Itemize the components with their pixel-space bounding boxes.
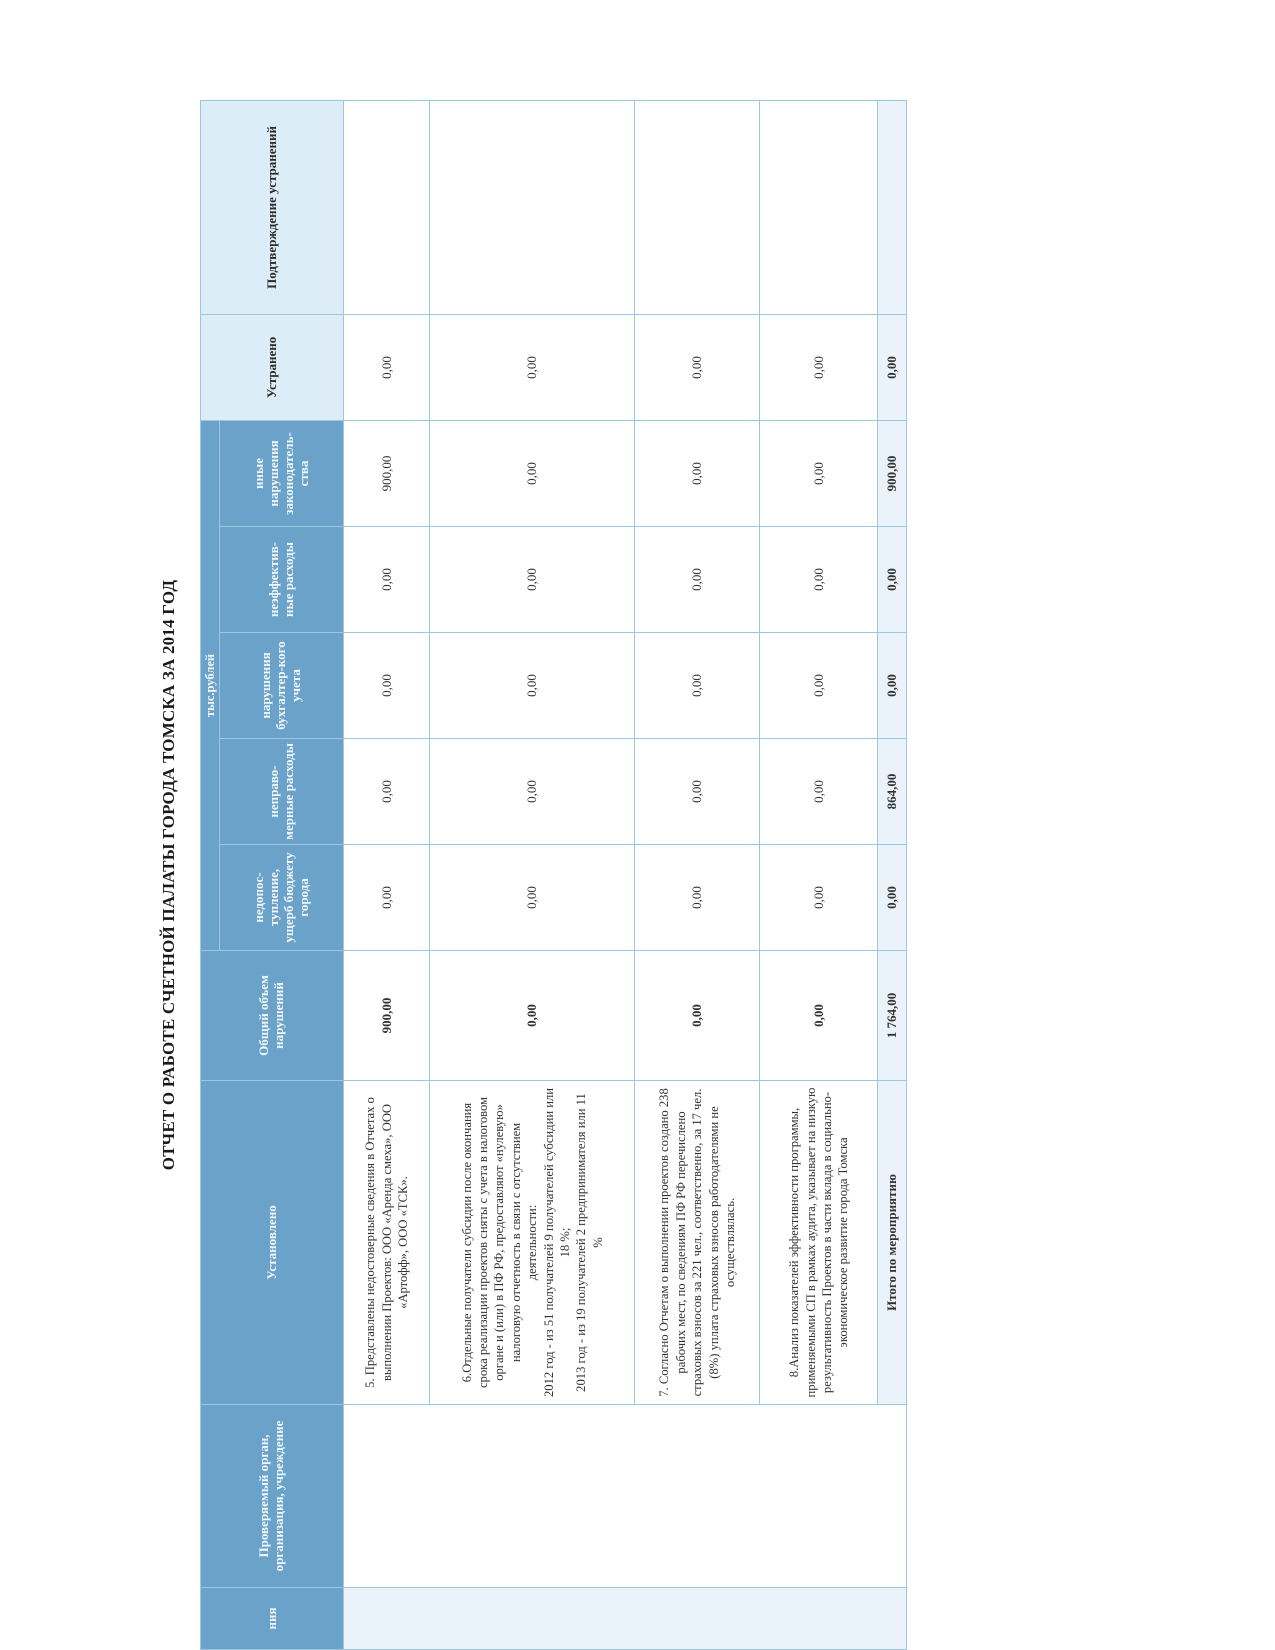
total-value-c4: 0,00 [878, 527, 907, 633]
table-body [344, 100, 907, 1649]
total-confirm [878, 100, 907, 314]
row-established-text [430, 1081, 635, 1405]
row-value-c3: 0,00 [635, 633, 760, 739]
header-row-1 [201, 100, 220, 1649]
row-total-volume: 0,00 [430, 951, 635, 1081]
established-line: 2012 год - из 51 получателей 9 получателей субсидии или 18 %; [541, 1088, 572, 1397]
row-value-c2: 0,00 [344, 739, 430, 845]
rotated-page [150, 100, 940, 1650]
report-title: ОТЧЕТ О РАБОТЕ СЧЕТНОЙ ПАЛАТЫ ГОРОДА ТОМСКА ЗА 2014 ГОД [159, 579, 178, 1171]
row-value-c4: 0,00 [635, 527, 760, 633]
row-confirm [635, 100, 760, 314]
total-volume: 1 764,00 [878, 951, 907, 1081]
row-fixed: 0,00 [344, 314, 430, 420]
row-value-c3: 0,00 [344, 633, 430, 739]
established-line: 8.Анализ показателей эффективности программы, применяемыми СП в рамках аудита, указывает на низкую результативность Проектов в части вклада в социально-экономическое развитие города Томска [787, 1087, 851, 1398]
row-value-c5: 0,00 [760, 420, 878, 526]
row-total-volume: 900,00 [344, 951, 430, 1081]
row-total-volume: 0,00 [635, 951, 760, 1081]
row-value-c3: 0,00 [430, 633, 635, 739]
row-confirm [760, 100, 878, 314]
header-other-violations: иные нарушения законодатель-ства [220, 420, 344, 526]
row-established-text [344, 1081, 430, 1405]
row-value-c4: 0,00 [760, 527, 878, 633]
total-label: Итого по мероприятию [878, 1081, 907, 1405]
established-line: 7. Согласно Отчетам о выполнении проектов создано 238 рабочих мест, по сведениям ПФ РФ перечислено страховых взносов за 221 чел., соответственно, за 17 чел. (8%) уплата страховых взносов работодателями не осуществлялась. [657, 1088, 737, 1397]
established-line: 6.Отдельные получатели субсидии после окончания срока реализации проектов сняты с учета в налоговом органе и (или) в ПФ РФ, предоставляют «нулевую» налоговую отчетность в связи с отсутствием деятельности: [459, 1096, 540, 1389]
header-name-partial: ния [201, 1588, 344, 1650]
table-row [344, 100, 430, 1649]
header-unit: тыс.рублей [201, 420, 220, 950]
row-confirm [344, 100, 430, 314]
row-value-c2: 0,00 [760, 739, 878, 845]
header-total-volume: Общий объем нарушений [201, 951, 344, 1081]
row-confirm [430, 100, 635, 314]
header-fixed: Устранено [201, 314, 344, 420]
established-line: 2013 год - из 19 получателей 2 предпринимателя или 11 % [574, 1093, 605, 1392]
row-fixed: 0,00 [760, 314, 878, 420]
header-accounting-violations: нарушения бухгалтер-кого учета [220, 633, 344, 739]
row-established-text [635, 1081, 760, 1405]
row-value-c4: 0,00 [344, 527, 430, 633]
header-established: Установлено [201, 1081, 344, 1405]
header-confirm: Подтверждение устранений [201, 100, 344, 314]
row-value-c5: 900,00 [344, 420, 430, 526]
violations-table [200, 100, 907, 1650]
total-value-c5: 900,00 [878, 420, 907, 526]
row-value-c1: 0,00 [760, 845, 878, 951]
row-fixed: 0,00 [430, 314, 635, 420]
total-value-c2: 864,00 [878, 739, 907, 845]
header-organ: Проверяемый орган, организация, учреждение [201, 1405, 344, 1588]
row-value-c3: 0,00 [760, 633, 878, 739]
row-name-cell [344, 1588, 907, 1650]
row-value-c5: 0,00 [430, 420, 635, 526]
header-inefficient-expenses: неэффектив-ные расходы [220, 527, 344, 633]
row-organ-cell [344, 1405, 907, 1588]
row-value-c1: 0,00 [430, 845, 635, 951]
total-value-c1: 0,00 [878, 845, 907, 951]
established-line: 5. Представлены недостоверные сведения в Отчетах о выполнении Проектов: ООО «Аренда смеха», ООО «Артофф», ООО «ТСК». [363, 1097, 411, 1388]
header-unlawful-expenses: неправо-мерные расходы [220, 739, 344, 845]
row-value-c4: 0,00 [430, 527, 635, 633]
header-shortfall: недопос-тупление, ущерб бюджету города [220, 845, 344, 951]
row-value-c2: 0,00 [635, 739, 760, 845]
row-fixed: 0,00 [635, 314, 760, 420]
total-value-c3: 0,00 [878, 633, 907, 739]
row-total-volume: 0,00 [760, 951, 878, 1081]
row-established-text [760, 1081, 878, 1405]
row-value-c5: 0,00 [635, 420, 760, 526]
row-value-c1: 0,00 [344, 845, 430, 951]
row-value-c1: 0,00 [635, 845, 760, 951]
total-fixed: 0,00 [878, 314, 907, 420]
row-value-c2: 0,00 [430, 739, 635, 845]
